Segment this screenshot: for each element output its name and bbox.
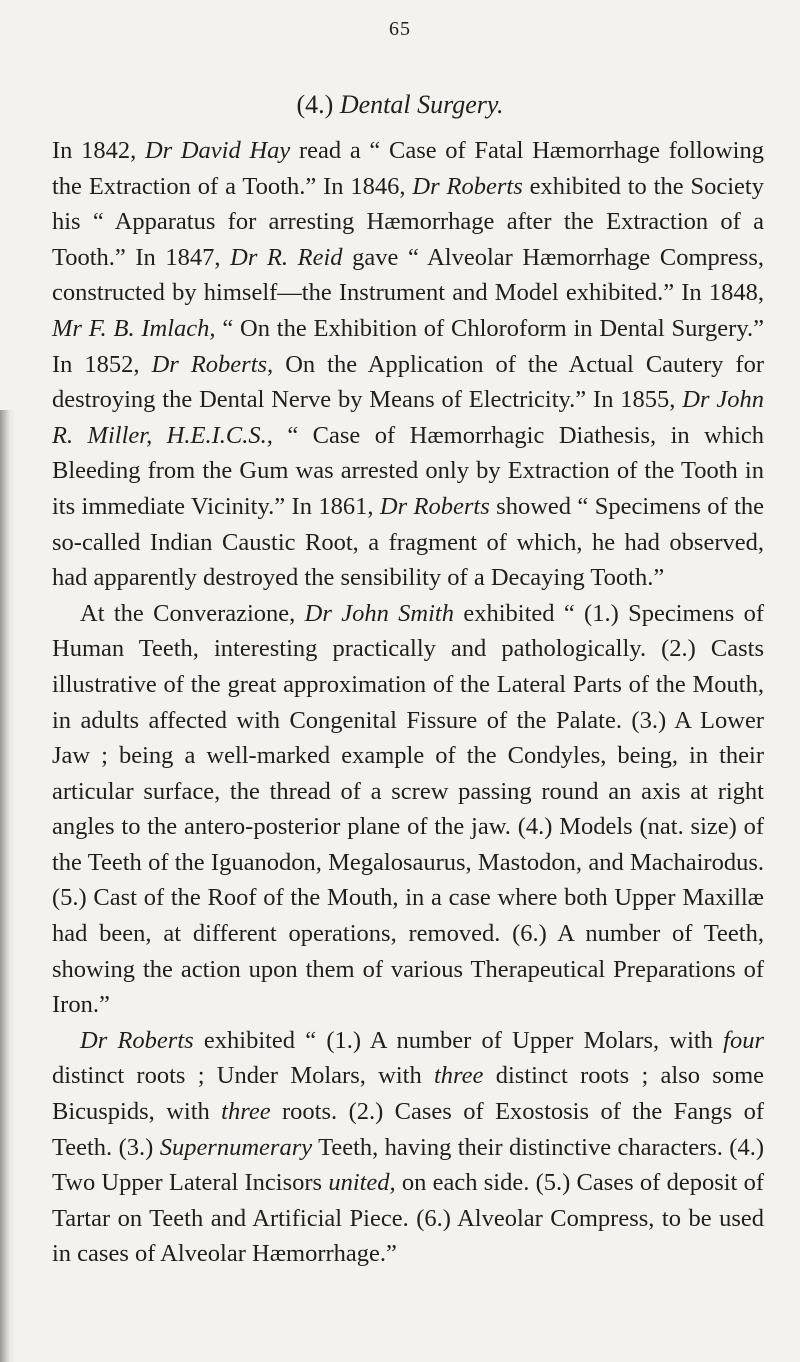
italic-text-run: Dr Roberts,	[151, 350, 274, 378]
italic-text-run: Dr Roberts	[80, 1026, 194, 1054]
page-number: 65	[389, 18, 411, 40]
text-run: On the Application of the Actual Cautery for destroying the Dental Nerve by Means of Electricity.” In 1855,	[52, 350, 764, 414]
italic-text-run: Dr R. Reid	[230, 243, 343, 271]
section-number: (4.)	[296, 90, 334, 119]
binding-edge-shadow	[0, 410, 16, 1362]
italic-text-run: Dr John R. Miller, H.E.I.C.S.,	[52, 386, 765, 449]
text-run: exhibited to the Society his “ Apparatus for arresting Hæmorrhage after the Extraction of a Tooth.” In 1847,	[52, 172, 764, 271]
text-run: roots. (2.) Cases of Exostosis of the Fangs of Teeth. (3.)	[52, 1098, 764, 1161]
italic-text-run: Supernumerary	[159, 1133, 313, 1161]
body-text	[52, 133, 764, 1272]
text-run: exhibited “ (1.) A number of Upper Molars, with	[193, 1026, 724, 1054]
text-run: showed “ Specimens of the so-called Indian Caustic Root, a fragment of which, he had observed, had apparently destroyed the sensibility of a Decaying Tooth.”	[52, 492, 764, 592]
italic-text-run: three	[434, 1062, 484, 1090]
paragraph-1	[52, 133, 764, 596]
italic-text-run: united,	[328, 1169, 396, 1197]
paragraph-2	[52, 596, 764, 1023]
italic-text-run: Dr David Hay	[144, 137, 291, 164]
text-run: distinct roots ; Under Molars, with	[52, 1062, 434, 1090]
italic-text-run: three	[221, 1098, 271, 1126]
text-run: “ On the Exhibition of Chloroform in Dental Surgery.” In 1852,	[52, 314, 764, 378]
text-run: gave “ Alveolar Hæmorrhage Compress, constructed by himself—the Instrument and Model exhibited.” In 1848,	[52, 243, 764, 307]
italic-text-run: Dr John Smith	[304, 599, 454, 627]
text-run: read a “ Case of Fatal Hæmorrhage following the Extraction of a Tooth.” In 1846,	[52, 137, 764, 200]
paragraph-3	[52, 1023, 764, 1272]
italic-text-run: four	[723, 1026, 764, 1054]
text-run: Teeth, having their distinctive characters. (4.) Two Upper Lateral Incisors	[52, 1133, 764, 1197]
text-run: on each side. (5.) Cases of deposit of Tartar on Teeth and Artificial Piece. (6.) Alveolar Compress, to be used in cases of Alveolar Hæmorrhage.”	[52, 1169, 764, 1268]
section-title: Dental Surgery.	[339, 90, 504, 119]
text-run: distinct roots ; also some Bicuspids, with	[52, 1062, 765, 1126]
italic-text-run: Dr Roberts	[412, 172, 523, 200]
text-run: At the Converazione,	[80, 599, 305, 627]
italic-text-run: Dr Roberts	[379, 492, 490, 520]
text-run: In 1842,	[52, 137, 145, 164]
italic-text-run: Mr F. B. Imlach,	[52, 314, 216, 342]
text-run: exhibited “ (1.) Specimens of Human Teeth, interesting practically and pathologically. (2.) Casts illustrative of the great approximation of the Lateral Parts of the Mouth, in adults affected with Congenital Fissure of the Palate. (3.) A Lower Jaw ; being a well-marked example of the Condyles, being, in their articular surface, the thread of a screw passing round an axis at right angles to the antero-posterior plane of the jaw. (4.) Models (nat. size) of the Teeth of the Iguanodon, Megalosaurus, Mastodon, and Machairodus. (5.) Cast of the Roof of the Mouth, in a case where both Upper Maxillæ had been, at different operations, removed. (6.) A number of Teeth, showing the action upon them of various Therapeutical Preparations of Iron.”	[52, 599, 764, 1019]
section-heading	[0, 90, 800, 120]
text-run: “ Case of Hæmorrhagic Diathesis, in which Bleeding from the Gum was arrested only by Extraction of the Tooth in its immediate Vicinity.” In 1861,	[52, 421, 764, 520]
